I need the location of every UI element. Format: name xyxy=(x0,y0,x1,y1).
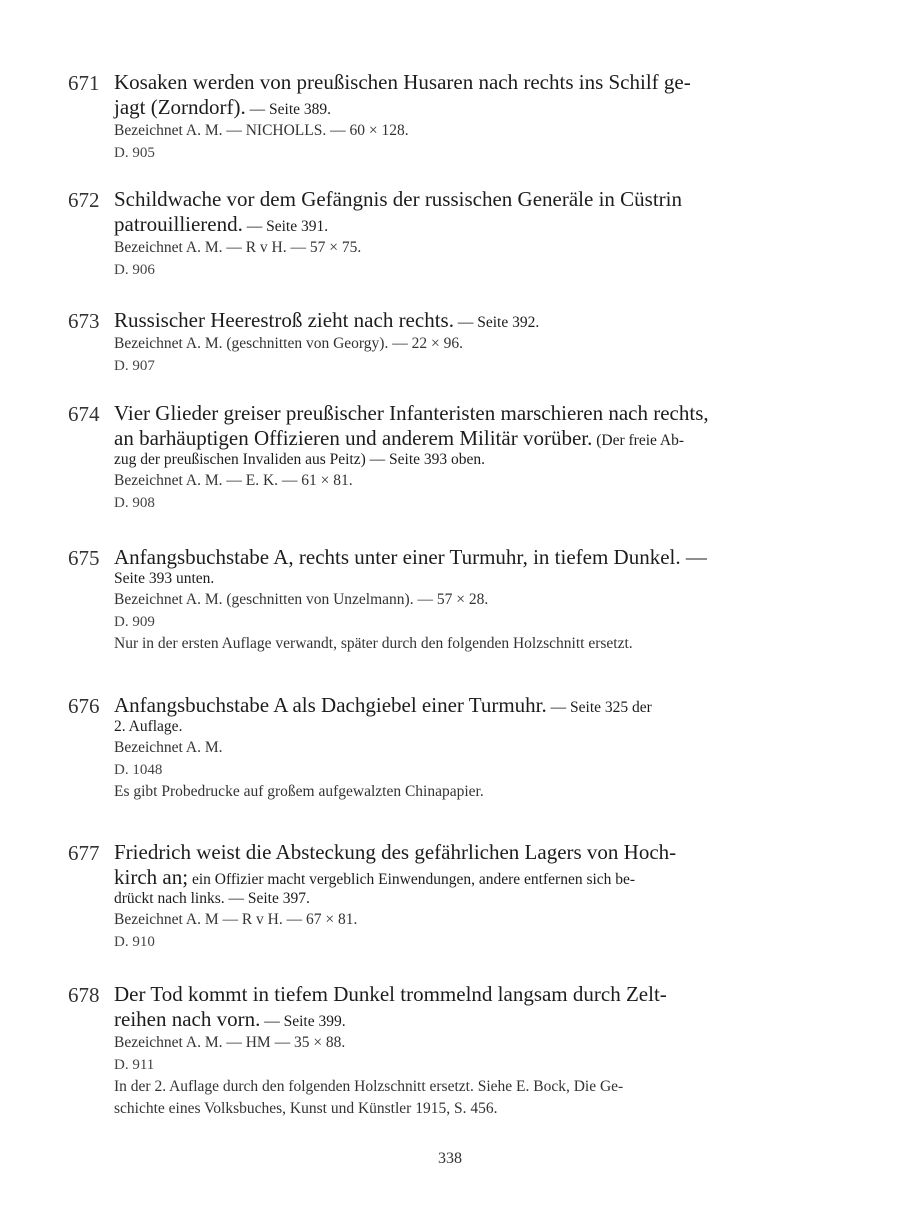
entry-number: 673 xyxy=(68,309,100,333)
entry-signature: Bezeichnet A. M. xyxy=(114,739,223,756)
entry-signature: Bezeichnet A. M. — R v H. — 57 × 75. xyxy=(114,239,362,256)
entry-number: 674 xyxy=(68,402,100,426)
entry-d-number: D. 910 xyxy=(114,934,155,950)
entry-number: 677 xyxy=(68,841,100,865)
entry-d-number: D. 906 xyxy=(114,262,155,278)
entry-d-number: D. 908 xyxy=(114,495,155,511)
entry-number: 676 xyxy=(68,694,100,718)
entry-title: Vier Glieder greiser preußischer Infanteristen marschieren nach rechts, an barhäuptigen Offizieren und anderem Militär vorüber. (Der freie Ab- zug der preußischen Invaliden aus Peitz) — Seite 393 oben. xyxy=(114,401,709,468)
entry-number: 671 xyxy=(68,71,100,95)
entry-d-number: D. 1048 xyxy=(114,762,163,778)
entry-title: Schildwache vor dem Gefängnis der russischen Generäle in Cüstrin patrouillierend. — Seite 391. xyxy=(114,187,683,236)
entry-d-number: D. 911 xyxy=(114,1057,155,1073)
entry-title: Anfangsbuchstabe A als Dachgiebel einer Turmuhr. — Seite 325 der 2. Auflage. xyxy=(114,693,652,735)
entry-number: 678 xyxy=(68,983,100,1007)
entry-note: Es gibt Probedrucke auf großem aufgewalzten Chinapapier. xyxy=(114,783,484,800)
entry-title: Anfangsbuchstabe A, rechts unter einer Turmuhr, in tiefem Dunkel. — Seite 393 unten. xyxy=(114,545,707,587)
entry-signature: Bezeichnet A. M. (geschnitten von Georgy). — 22 × 96. xyxy=(114,335,463,352)
entry-number: 675 xyxy=(68,546,100,570)
entry-number: 672 xyxy=(68,188,100,212)
entry-note: Nur in der ersten Auflage verwandt, später durch den folgenden Holzschnitt ersetzt. xyxy=(114,635,633,652)
entry-d-number: D. 907 xyxy=(114,358,155,374)
entry-signature: Bezeichnet A. M — R v H. — 67 × 81. xyxy=(114,911,358,928)
entry-signature: Bezeichnet A. M. — NICHOLLS. — 60 × 128. xyxy=(114,122,409,139)
entry-title: Der Tod kommt in tiefem Dunkel trommelnd langsam durch Zelt- reihen nach vorn. — Seite 399. xyxy=(114,982,667,1031)
entry-d-number: D. 909 xyxy=(114,614,155,630)
entry-d-number: D. 905 xyxy=(114,145,155,161)
entry-signature: Bezeichnet A. M. (geschnitten von Unzelmann). — 57 × 28. xyxy=(114,591,489,608)
entry-note: In der 2. Auflage durch den folgenden Holzschnitt ersetzt. Siehe E. Bock, Die Ge- schichte eines Volksbuches, Kunst und Künstler 1915, S. 456. xyxy=(114,1078,624,1117)
entry-title: Kosaken werden von preußischen Husaren nach rechts ins Schilf ge- jagt (Zorndorf). — Seite 389. xyxy=(114,70,691,119)
entry-title: Friedrich weist die Absteckung des gefährlichen Lagers von Hoch- kirch an; ein Offizier macht vergeblich Einwendungen, andere entfernen sich be- drückt nach links. — Seite 397. xyxy=(114,840,677,907)
entry-signature: Bezeichnet A. M. — E. K. — 61 × 81. xyxy=(114,472,353,489)
page-number: 338 xyxy=(438,1150,462,1167)
entry-signature: Bezeichnet A. M. — HM — 35 × 88. xyxy=(114,1034,346,1051)
entry-title: Russischer Heerestroß zieht nach rechts. — Seite 392. xyxy=(114,308,540,332)
